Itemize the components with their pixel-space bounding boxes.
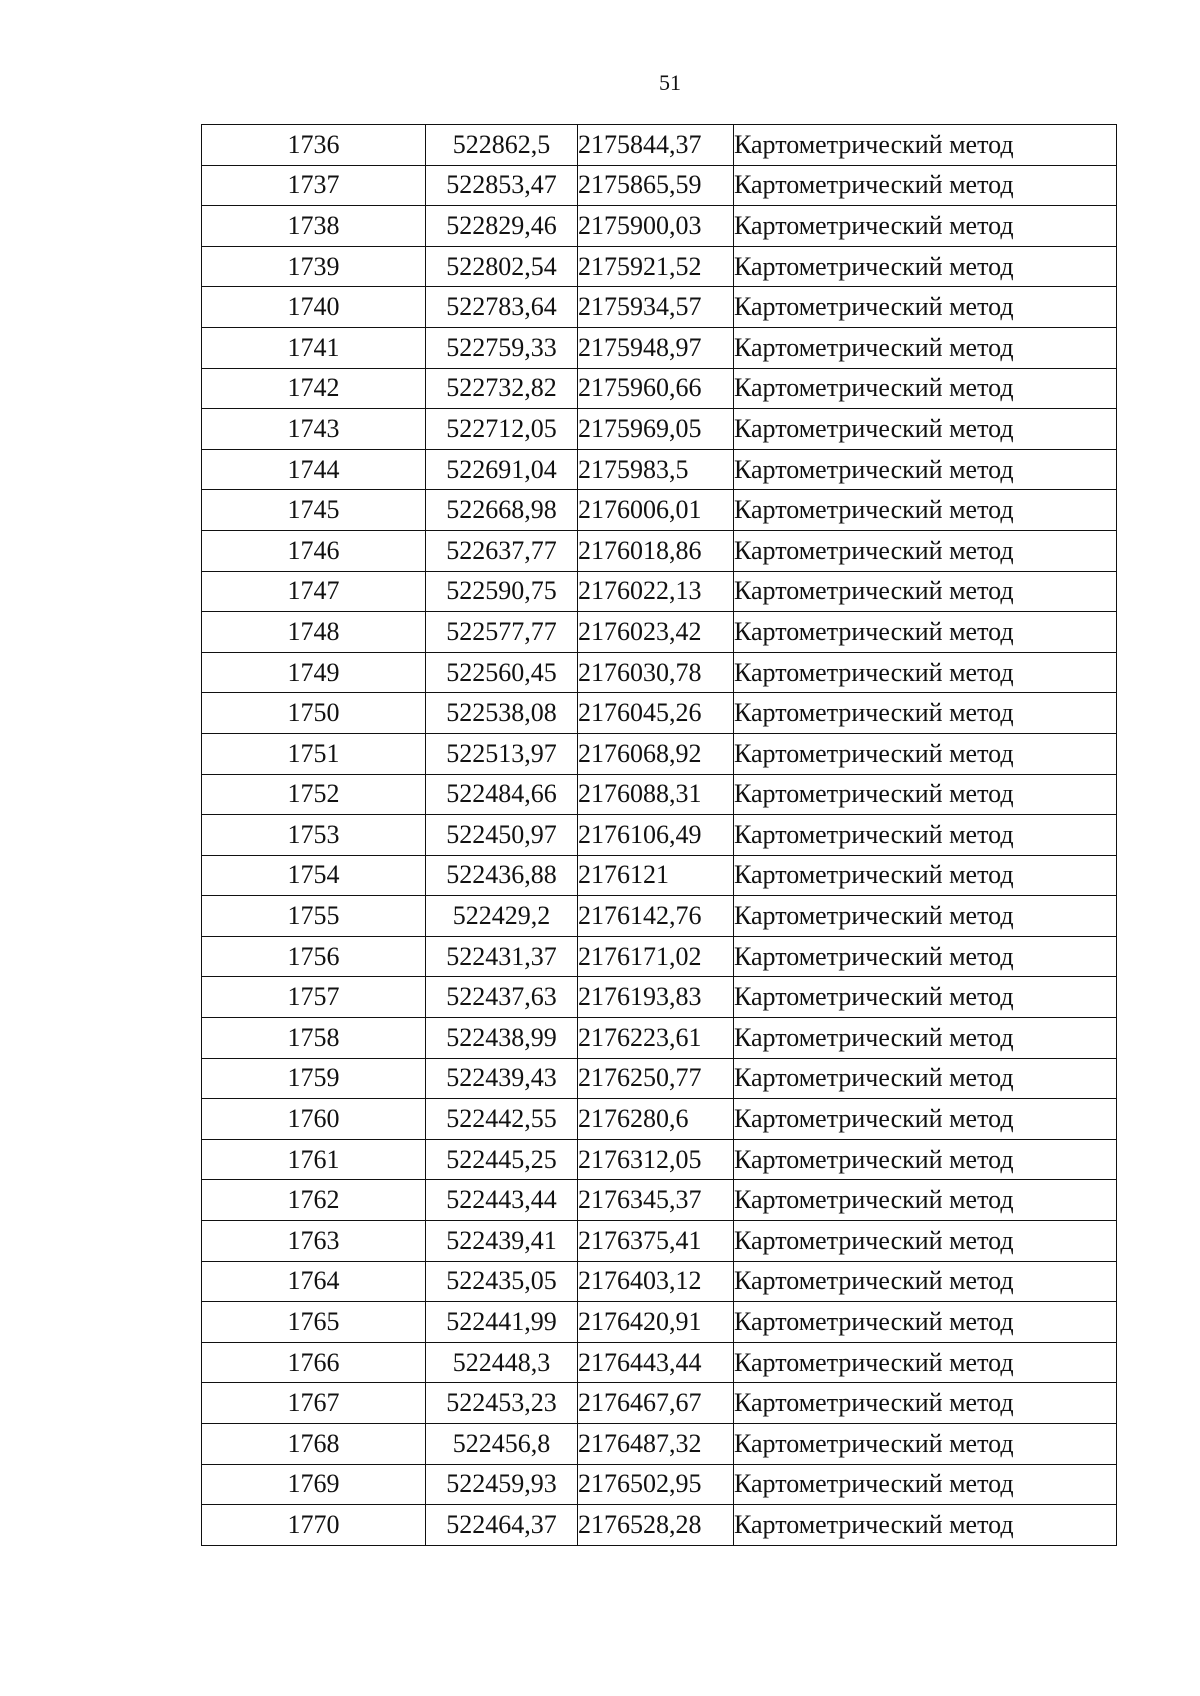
method-cell: Картометрический метод bbox=[734, 1424, 1117, 1465]
point-number-cell: 1748 bbox=[202, 612, 426, 653]
point-number-cell: 1757 bbox=[202, 977, 426, 1018]
x-coordinate-cell: 522712,05 bbox=[426, 409, 578, 450]
point-number-cell: 1737 bbox=[202, 165, 426, 206]
table-row bbox=[202, 1099, 1117, 1140]
method-cell: Картометрический метод bbox=[734, 855, 1117, 896]
table-row bbox=[202, 206, 1117, 247]
method-cell: Картометрический метод bbox=[734, 1302, 1117, 1343]
point-number-cell: 1746 bbox=[202, 530, 426, 571]
point-number-cell: 1760 bbox=[202, 1099, 426, 1140]
method-cell: Картометрический метод bbox=[734, 206, 1117, 247]
method-cell: Картометрический метод bbox=[734, 165, 1117, 206]
method-cell: Картометрический метод bbox=[734, 733, 1117, 774]
point-number-cell: 1747 bbox=[202, 571, 426, 612]
y-coordinate-cell: 2176443,44 bbox=[578, 1342, 734, 1383]
table-row bbox=[202, 1018, 1117, 1059]
y-coordinate-cell: 2175844,37 bbox=[578, 125, 734, 166]
table-row bbox=[202, 612, 1117, 653]
x-coordinate-cell: 522450,97 bbox=[426, 815, 578, 856]
point-number-cell: 1764 bbox=[202, 1261, 426, 1302]
point-number-cell: 1736 bbox=[202, 125, 426, 166]
point-number-cell: 1740 bbox=[202, 287, 426, 328]
table-row bbox=[202, 693, 1117, 734]
table-row bbox=[202, 1058, 1117, 1099]
point-number-cell: 1742 bbox=[202, 368, 426, 409]
point-number-cell: 1738 bbox=[202, 206, 426, 247]
x-coordinate-cell: 522437,63 bbox=[426, 977, 578, 1018]
point-number-cell: 1752 bbox=[202, 774, 426, 815]
x-coordinate-cell: 522862,5 bbox=[426, 125, 578, 166]
table-row bbox=[202, 733, 1117, 774]
point-number-cell: 1745 bbox=[202, 490, 426, 531]
method-cell: Картометрический метод bbox=[734, 612, 1117, 653]
point-number-cell: 1744 bbox=[202, 449, 426, 490]
y-coordinate-cell: 2176045,26 bbox=[578, 693, 734, 734]
y-coordinate-cell: 2175900,03 bbox=[578, 206, 734, 247]
y-coordinate-cell: 2176106,49 bbox=[578, 815, 734, 856]
point-number-cell: 1753 bbox=[202, 815, 426, 856]
table-row bbox=[202, 1505, 1117, 1546]
method-cell: Картометрический метод bbox=[734, 368, 1117, 409]
y-coordinate-cell: 2176528,28 bbox=[578, 1505, 734, 1546]
point-number-cell: 1767 bbox=[202, 1383, 426, 1424]
page-number: 51 bbox=[659, 70, 681, 95]
x-coordinate-cell: 522802,54 bbox=[426, 246, 578, 287]
x-coordinate-cell: 522538,08 bbox=[426, 693, 578, 734]
method-cell: Картометрический метод bbox=[734, 774, 1117, 815]
table-row bbox=[202, 1302, 1117, 1343]
x-coordinate-cell: 522759,33 bbox=[426, 327, 578, 368]
y-coordinate-cell: 2176487,32 bbox=[578, 1424, 734, 1465]
table-row bbox=[202, 1221, 1117, 1262]
point-number-cell: 1769 bbox=[202, 1464, 426, 1505]
x-coordinate-cell: 522443,44 bbox=[426, 1180, 578, 1221]
x-coordinate-cell: 522436,88 bbox=[426, 855, 578, 896]
y-coordinate-cell: 2175865,59 bbox=[578, 165, 734, 206]
table-row bbox=[202, 368, 1117, 409]
table-row bbox=[202, 246, 1117, 287]
table-row bbox=[202, 1383, 1117, 1424]
method-cell: Картометрический метод bbox=[734, 815, 1117, 856]
y-coordinate-cell: 2176006,01 bbox=[578, 490, 734, 531]
x-coordinate-cell: 522453,23 bbox=[426, 1383, 578, 1424]
method-cell: Картометрический метод bbox=[734, 1099, 1117, 1140]
method-cell: Картометрический метод bbox=[734, 1505, 1117, 1546]
table-row bbox=[202, 449, 1117, 490]
y-coordinate-cell: 2176280,6 bbox=[578, 1099, 734, 1140]
y-coordinate-cell: 2176467,67 bbox=[578, 1383, 734, 1424]
x-coordinate-cell: 522668,98 bbox=[426, 490, 578, 531]
x-coordinate-cell: 522459,93 bbox=[426, 1464, 578, 1505]
x-coordinate-cell: 522484,66 bbox=[426, 774, 578, 815]
x-coordinate-cell: 522577,77 bbox=[426, 612, 578, 653]
method-cell: Картометрический метод bbox=[734, 1180, 1117, 1221]
method-cell: Картометрический метод bbox=[734, 1221, 1117, 1262]
method-cell: Картометрический метод bbox=[734, 449, 1117, 490]
table-row bbox=[202, 896, 1117, 937]
table-row bbox=[202, 571, 1117, 612]
x-coordinate-cell: 522442,55 bbox=[426, 1099, 578, 1140]
point-number-cell: 1756 bbox=[202, 936, 426, 977]
method-cell: Картометрический метод bbox=[734, 1464, 1117, 1505]
coordinates-table bbox=[201, 124, 1117, 1546]
x-coordinate-cell: 522783,64 bbox=[426, 287, 578, 328]
x-coordinate-cell: 522464,37 bbox=[426, 1505, 578, 1546]
table-row bbox=[202, 1464, 1117, 1505]
x-coordinate-cell: 522691,04 bbox=[426, 449, 578, 490]
x-coordinate-cell: 522441,99 bbox=[426, 1302, 578, 1343]
y-coordinate-cell: 2176312,05 bbox=[578, 1139, 734, 1180]
y-coordinate-cell: 2176502,95 bbox=[578, 1464, 734, 1505]
coordinates-table-body bbox=[202, 125, 1117, 1546]
method-cell: Картометрический метод bbox=[734, 1139, 1117, 1180]
point-number-cell: 1766 bbox=[202, 1342, 426, 1383]
method-cell: Картометрический метод bbox=[734, 1383, 1117, 1424]
y-coordinate-cell: 2176018,86 bbox=[578, 530, 734, 571]
x-coordinate-cell: 522439,41 bbox=[426, 1221, 578, 1262]
method-cell: Картометрический метод bbox=[734, 693, 1117, 734]
y-coordinate-cell: 2176375,41 bbox=[578, 1221, 734, 1262]
x-coordinate-cell: 522560,45 bbox=[426, 652, 578, 693]
table-row bbox=[202, 936, 1117, 977]
method-cell: Картометрический метод bbox=[734, 246, 1117, 287]
method-cell: Картометрический метод bbox=[734, 287, 1117, 328]
y-coordinate-cell: 2175948,97 bbox=[578, 327, 734, 368]
method-cell: Картометрический метод bbox=[734, 571, 1117, 612]
y-coordinate-cell: 2175960,66 bbox=[578, 368, 734, 409]
x-coordinate-cell: 522438,99 bbox=[426, 1018, 578, 1059]
y-coordinate-cell: 2176088,31 bbox=[578, 774, 734, 815]
y-coordinate-cell: 2176142,76 bbox=[578, 896, 734, 937]
table-row bbox=[202, 327, 1117, 368]
point-number-cell: 1755 bbox=[202, 896, 426, 937]
y-coordinate-cell: 2176420,91 bbox=[578, 1302, 734, 1343]
x-coordinate-cell: 522513,97 bbox=[426, 733, 578, 774]
y-coordinate-cell: 2176403,12 bbox=[578, 1261, 734, 1302]
y-coordinate-cell: 2176345,37 bbox=[578, 1180, 734, 1221]
x-coordinate-cell: 522429,2 bbox=[426, 896, 578, 937]
method-cell: Картометрический метод bbox=[734, 1018, 1117, 1059]
table-row bbox=[202, 815, 1117, 856]
table-row bbox=[202, 125, 1117, 166]
table-row bbox=[202, 1180, 1117, 1221]
y-coordinate-cell: 2176068,92 bbox=[578, 733, 734, 774]
y-coordinate-cell: 2175969,05 bbox=[578, 409, 734, 450]
x-coordinate-cell: 522732,82 bbox=[426, 368, 578, 409]
point-number-cell: 1770 bbox=[202, 1505, 426, 1546]
y-coordinate-cell: 2175983,5 bbox=[578, 449, 734, 490]
table-row bbox=[202, 1261, 1117, 1302]
point-number-cell: 1761 bbox=[202, 1139, 426, 1180]
table-row bbox=[202, 1139, 1117, 1180]
y-coordinate-cell: 2176223,61 bbox=[578, 1018, 734, 1059]
point-number-cell: 1750 bbox=[202, 693, 426, 734]
table-row bbox=[202, 977, 1117, 1018]
y-coordinate-cell: 2175934,57 bbox=[578, 287, 734, 328]
x-coordinate-cell: 522448,3 bbox=[426, 1342, 578, 1383]
table-row bbox=[202, 774, 1117, 815]
method-cell: Картометрический метод bbox=[734, 1261, 1117, 1302]
point-number-cell: 1762 bbox=[202, 1180, 426, 1221]
x-coordinate-cell: 522456,8 bbox=[426, 1424, 578, 1465]
point-number-cell: 1759 bbox=[202, 1058, 426, 1099]
x-coordinate-cell: 522590,75 bbox=[426, 571, 578, 612]
table-row bbox=[202, 287, 1117, 328]
method-cell: Картометрический метод bbox=[734, 409, 1117, 450]
method-cell: Картометрический метод bbox=[734, 896, 1117, 937]
y-coordinate-cell: 2176250,77 bbox=[578, 1058, 734, 1099]
y-coordinate-cell: 2176193,83 bbox=[578, 977, 734, 1018]
table-row bbox=[202, 1424, 1117, 1465]
table-row bbox=[202, 1342, 1117, 1383]
table-row bbox=[202, 409, 1117, 450]
method-cell: Картометрический метод bbox=[734, 977, 1117, 1018]
method-cell: Картометрический метод bbox=[734, 327, 1117, 368]
x-coordinate-cell: 522431,37 bbox=[426, 936, 578, 977]
point-number-cell: 1765 bbox=[202, 1302, 426, 1343]
x-coordinate-cell: 522853,47 bbox=[426, 165, 578, 206]
table-row bbox=[202, 490, 1117, 531]
table-row bbox=[202, 165, 1117, 206]
table-row bbox=[202, 530, 1117, 571]
y-coordinate-cell: 2175921,52 bbox=[578, 246, 734, 287]
point-number-cell: 1749 bbox=[202, 652, 426, 693]
y-coordinate-cell: 2176022,13 bbox=[578, 571, 734, 612]
point-number-cell: 1743 bbox=[202, 409, 426, 450]
method-cell: Картометрический метод bbox=[734, 490, 1117, 531]
table-row bbox=[202, 652, 1117, 693]
x-coordinate-cell: 522445,25 bbox=[426, 1139, 578, 1180]
point-number-cell: 1768 bbox=[202, 1424, 426, 1465]
x-coordinate-cell: 522435,05 bbox=[426, 1261, 578, 1302]
x-coordinate-cell: 522637,77 bbox=[426, 530, 578, 571]
x-coordinate-cell: 522439,43 bbox=[426, 1058, 578, 1099]
y-coordinate-cell: 2176030,78 bbox=[578, 652, 734, 693]
method-cell: Картометрический метод bbox=[734, 125, 1117, 166]
y-coordinate-cell: 2176171,02 bbox=[578, 936, 734, 977]
point-number-cell: 1763 bbox=[202, 1221, 426, 1262]
point-number-cell: 1758 bbox=[202, 1018, 426, 1059]
table-row bbox=[202, 855, 1117, 896]
x-coordinate-cell: 522829,46 bbox=[426, 206, 578, 247]
point-number-cell: 1751 bbox=[202, 733, 426, 774]
y-coordinate-cell: 2176121 bbox=[578, 855, 734, 896]
point-number-cell: 1739 bbox=[202, 246, 426, 287]
method-cell: Картометрический метод bbox=[734, 652, 1117, 693]
method-cell: Картометрический метод bbox=[734, 1058, 1117, 1099]
method-cell: Картометрический метод bbox=[734, 1342, 1117, 1383]
point-number-cell: 1741 bbox=[202, 327, 426, 368]
point-number-cell: 1754 bbox=[202, 855, 426, 896]
method-cell: Картометрический метод bbox=[734, 936, 1117, 977]
method-cell: Картометрический метод bbox=[734, 530, 1117, 571]
y-coordinate-cell: 2176023,42 bbox=[578, 612, 734, 653]
